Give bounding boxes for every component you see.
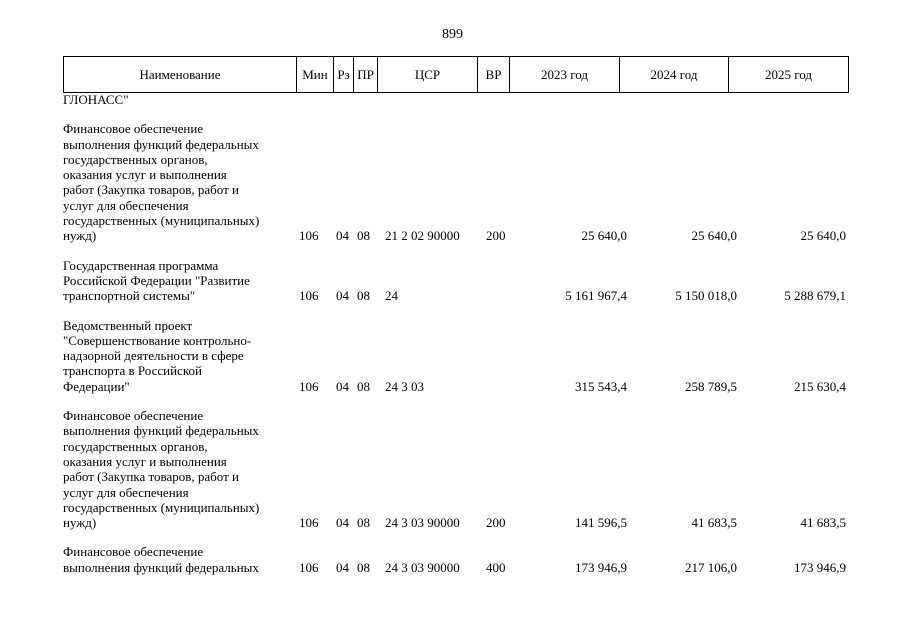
cell-2023: 173 946,9 <box>575 559 627 575</box>
table-row <box>63 121 848 243</box>
cell-2025: 25 640,0 <box>800 228 846 244</box>
cell-pr: 08 <box>357 559 370 575</box>
page-number: 899 <box>442 27 463 42</box>
cell-vr: 200 <box>486 228 506 244</box>
row-name: Финансовое обеспечение выполнения функций федеральных государственных органов, оказания услуг и выполнения работ (Закупка товаров, работ и услуг для обеспечения государственных (муниципальных) нужд) <box>63 408 260 531</box>
table-row <box>63 408 848 530</box>
header-vr: ВР <box>478 57 510 93</box>
table-row <box>63 258 848 304</box>
cell-min: 106 <box>299 559 319 575</box>
cell-vr: 400 <box>486 559 506 575</box>
header-name: Наименование <box>64 57 297 93</box>
cell-2023: 141 596,5 <box>575 515 627 531</box>
cell-csr: 24 <box>385 288 398 304</box>
header-2025: 2025 год <box>729 57 849 93</box>
cell-min: 106 <box>299 288 319 304</box>
cell-2024: 258 789,5 <box>685 378 737 394</box>
cell-2023: 25 640,0 <box>581 228 627 244</box>
cell-min: 106 <box>299 515 319 531</box>
cell-2023: 5 161 967,4 <box>565 288 627 304</box>
row-name: Финансовое обеспечение выполнения функций федеральных государственных органов, оказания услуг и выполнения работ (Закупка товаров, работ и услуг для обеспечения государственных (муниципальных) нужд) <box>63 121 260 244</box>
cell-pr: 08 <box>357 515 370 531</box>
cell-2024: 25 640,0 <box>691 228 737 244</box>
cell-csr: 21 2 02 90000 <box>385 228 460 244</box>
header-rz: Рз <box>334 57 354 93</box>
header-csr: ЦСР <box>378 57 478 93</box>
row-name: Государственная программа Российской Федерации "Развитие транспортной системы" <box>63 257 250 304</box>
header-2023: 2023 год <box>510 57 620 93</box>
cell-2025: 215 630,4 <box>794 378 846 394</box>
row-name: Ведомственный проект "Совершенствование контрольно- надзорной деятельности в сфере транспорта в Российской Федерации" <box>63 317 252 394</box>
cell-rz: 04 <box>336 288 349 304</box>
row-name: ГЛОНАСС" <box>63 92 129 107</box>
header-pr: ПР <box>354 57 378 93</box>
cell-min: 106 <box>299 228 319 244</box>
cell-2024: 217 106,0 <box>685 559 737 575</box>
cell-2024: 41 683,5 <box>691 515 737 531</box>
continuation-row <box>63 92 848 107</box>
table-header <box>63 56 849 93</box>
cell-rz: 04 <box>336 228 349 244</box>
cell-2025: 41 683,5 <box>800 515 846 531</box>
cell-pr: 08 <box>357 378 370 394</box>
cell-vr: 200 <box>486 515 506 531</box>
cell-2025: 173 946,9 <box>794 559 846 575</box>
header-2024: 2024 год <box>620 57 729 93</box>
cell-csr: 24 3 03 90000 <box>385 515 460 531</box>
cell-rz: 04 <box>336 559 349 575</box>
row-name: Финансовое обеспечение выполнения функций федеральных <box>63 544 259 575</box>
cell-2024: 5 150 018,0 <box>675 288 737 304</box>
cell-csr: 24 3 03 90000 <box>385 559 460 575</box>
cell-csr: 24 3 03 <box>385 378 424 394</box>
table-row <box>63 318 848 394</box>
cell-min: 106 <box>299 378 319 394</box>
cell-pr: 08 <box>357 228 370 244</box>
table-row <box>63 544 848 575</box>
cell-2023: 315 543,4 <box>575 378 627 394</box>
cell-2025: 5 288 679,1 <box>784 288 846 304</box>
header-min: Мин <box>297 57 334 93</box>
cell-rz: 04 <box>336 515 349 531</box>
cell-rz: 04 <box>336 378 349 394</box>
cell-pr: 08 <box>357 288 370 304</box>
table-body <box>63 92 848 575</box>
